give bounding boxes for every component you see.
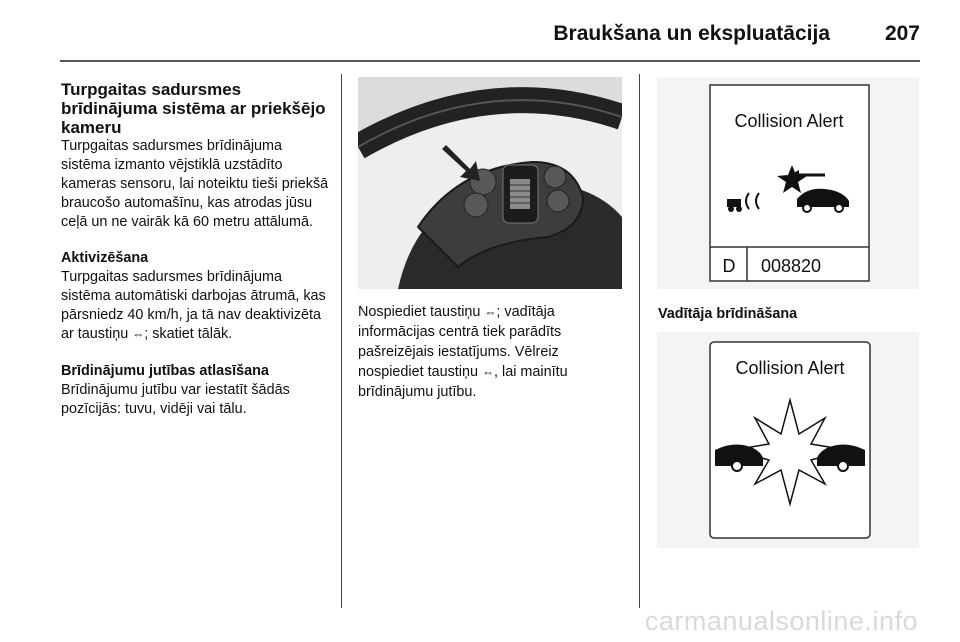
display-figure xyxy=(657,77,919,289)
intro-paragraph: Turpgaitas sadursmes brīdinājuma sistēma izmanto vējstiklā uzstādīto kameras sensoru, lai noteiktu tieši priekšā braucošo automašīnu, kas atrodas jūsu ceļā un ne vairāk kā 60 metru attālumā. xyxy=(61,138,329,230)
page-number: 207 xyxy=(884,22,920,45)
activation-heading: Aktivizēšana xyxy=(61,250,149,266)
steering-wheel-figure xyxy=(358,77,622,289)
sensitivity-paragraph: Brīdinājumu jutību var iestatīt šādās pozīcijās: tuvu, vidēji vai tālu. xyxy=(61,382,290,417)
column-2-text xyxy=(358,302,628,402)
column-divider-1 xyxy=(341,74,342,608)
watermark: carmanualsonline.info xyxy=(644,606,918,636)
steering-wheel-illustration xyxy=(358,77,622,289)
collision-warning-display xyxy=(657,332,919,548)
collision-button-icon: ⇔ xyxy=(484,305,497,319)
display-code-letter: D xyxy=(722,256,736,276)
instruction-text-3: , lai mainītu brīdinājumu jutību. xyxy=(358,364,568,400)
collision-alert-display xyxy=(657,77,919,289)
activation-paragraph xyxy=(61,268,331,344)
instruction-text-2: ; vadītāja informācijas centrā tiek parādīts pašreizējais iestatījums. Vēlreiz nospiediet taustiņu xyxy=(358,304,562,380)
column-divider-2 xyxy=(639,74,640,608)
column-1 xyxy=(61,80,331,437)
collision-button-icon: ⇔ xyxy=(132,327,145,341)
activation-text-2: ; skatiet tālāk. xyxy=(144,326,233,342)
warning-figure xyxy=(657,332,919,548)
page-header xyxy=(60,14,920,54)
collision-button-icon: ⇔ xyxy=(482,365,495,379)
warning-title: Collision Alert xyxy=(735,358,845,378)
header-rule xyxy=(60,60,920,62)
instruction-text-1: Nospiediet taustiņu xyxy=(358,304,481,320)
display-code-number: 008820 xyxy=(760,256,822,276)
section-heading: Turpgaitas sadursmes brīdinājuma sistēma ar priekšējo kameru xyxy=(61,80,326,137)
activation-text-1: Turpgaitas sadursmes brīdinājuma sistēma automātiski darbojas ātrumā, kas pārsniedz 40 km/h, ja tā nav deaktivizēta ar taustiņu xyxy=(61,269,326,342)
header-title: Braukšana un ekspluatācija xyxy=(553,22,830,45)
display-title: Collision Alert xyxy=(734,111,844,131)
warning-caption: Vadītāja brīdināšana xyxy=(658,306,798,322)
sensitivity-heading: Brīdinājumu jutības atlasīšana xyxy=(61,363,269,379)
